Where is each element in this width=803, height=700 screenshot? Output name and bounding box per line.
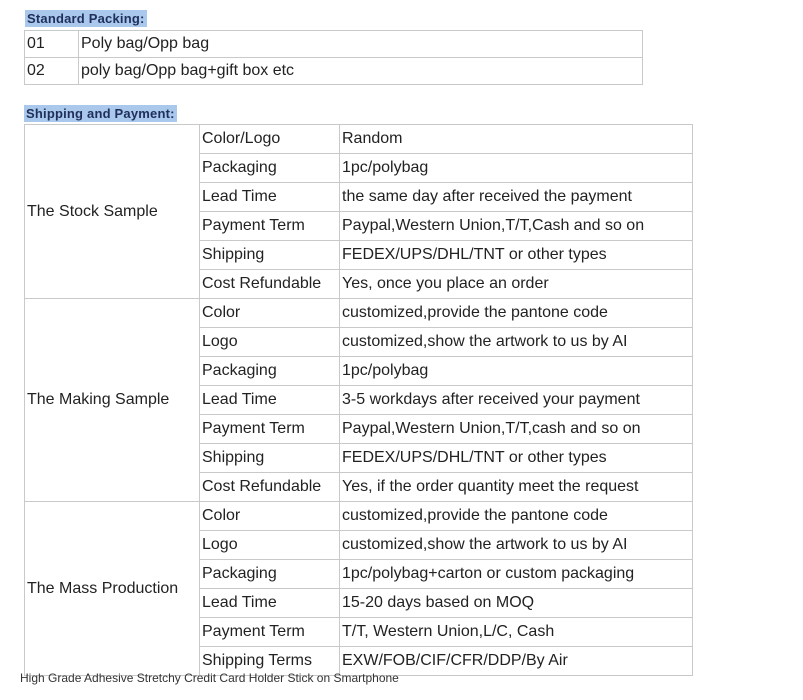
row-value: 1pc/polybag+carton or custom packaging	[340, 560, 693, 589]
row-value: 1pc/polybag	[340, 154, 693, 183]
row-value: Random	[340, 125, 693, 154]
row-value: 1pc/polybag	[340, 357, 693, 386]
row-key: Color	[200, 299, 340, 328]
table-row	[25, 502, 693, 531]
table-row	[25, 125, 693, 154]
row-key: Color	[200, 502, 340, 531]
row-key: Shipping	[200, 241, 340, 270]
row-key: Lead Time	[200, 183, 340, 212]
row-key: Packaging	[200, 357, 340, 386]
shipping-payment-heading: Shipping and Payment:	[26, 106, 175, 121]
row-key: Color/Logo	[200, 125, 340, 154]
standard-packing-table	[24, 30, 643, 85]
row-key: Payment Term	[200, 415, 340, 444]
row-key: Payment Term	[200, 212, 340, 241]
row-value: 15-20 days based on MOQ	[340, 589, 693, 618]
shipping-payment-table	[24, 124, 693, 676]
packing-number: 01	[25, 31, 79, 58]
standard-packing-heading: Standard Packing:	[27, 11, 145, 26]
group-label-making-sample: The Making Sample	[25, 299, 200, 502]
row-value: Yes, once you place an order	[340, 270, 693, 299]
row-value: Yes, if the order quantity meet the request	[340, 473, 693, 502]
row-key: Shipping	[200, 444, 340, 473]
row-value: T/T, Western Union,L/C, Cash	[340, 618, 693, 647]
row-key: Packaging	[200, 154, 340, 183]
group-label-mass-production: The Mass Production	[25, 502, 200, 676]
table-row	[25, 299, 693, 328]
row-value: customized,show the artwork to us by AI	[340, 328, 693, 357]
row-value: customized,show the artwork to us by AI	[340, 531, 693, 560]
row-key: Cost Refundable	[200, 473, 340, 502]
row-value: the same day after received the payment	[340, 183, 693, 212]
table-row	[25, 31, 643, 58]
packing-description: Poly bag/Opp bag	[79, 31, 643, 58]
row-value: 3-5 workdays after received your payment	[340, 386, 693, 415]
packing-number: 02	[25, 58, 79, 85]
image-caption: High Grade Adhesive Stretchy Credit Card Holder Stick on Smartphone	[20, 671, 399, 685]
row-value: Paypal,Western Union,T/T,Cash and so on	[340, 212, 693, 241]
row-key: Payment Term	[200, 618, 340, 647]
row-key: Logo	[200, 531, 340, 560]
row-value: FEDEX/UPS/DHL/TNT or other types	[340, 444, 693, 473]
row-value: FEDEX/UPS/DHL/TNT or other types	[340, 241, 693, 270]
group-label-stock-sample: The Stock Sample	[25, 125, 200, 299]
row-key: Packaging	[200, 560, 340, 589]
row-key: Lead Time	[200, 589, 340, 618]
row-key: Logo	[200, 328, 340, 357]
row-value: customized,provide the pantone code	[340, 299, 693, 328]
row-value: customized,provide the pantone code	[340, 502, 693, 531]
table-row	[25, 58, 643, 85]
row-key: Shipping Terms	[200, 647, 340, 676]
packing-description: poly bag/Opp bag+gift box etc	[79, 58, 643, 85]
row-value: Paypal,Western Union,T/T,cash and so on	[340, 415, 693, 444]
row-key: Cost Refundable	[200, 270, 340, 299]
row-key: Lead Time	[200, 386, 340, 415]
row-value: EXW/FOB/CIF/CFR/DDP/By Air	[340, 647, 693, 676]
